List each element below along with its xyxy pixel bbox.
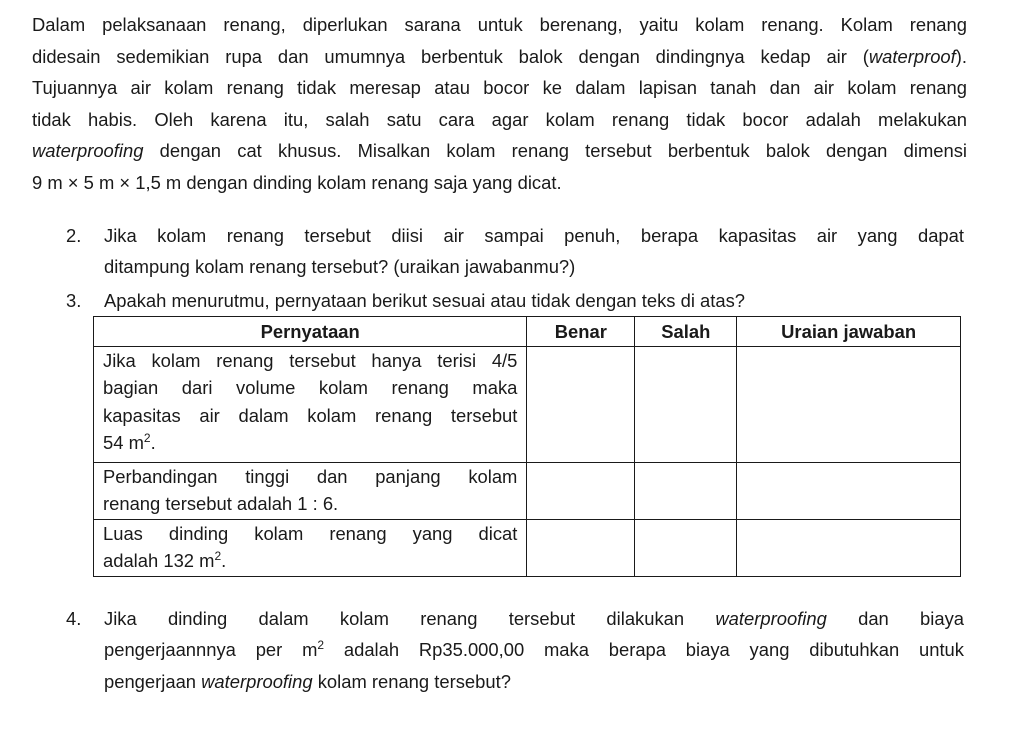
benar-answer-cell[interactable] [527, 463, 635, 520]
statement-table [93, 316, 961, 577]
question-4 [66, 603, 964, 697]
statement-cell: Perbandingan tinggi dan panjang kolam renang tersebut adalah 1 : 6. [94, 463, 527, 520]
table-row [94, 347, 961, 463]
italic-term: waterproofing [201, 670, 313, 692]
question-text: Apakah menurutmu, pernyataan berikut sesuai atau tidak dengan teks di atas? [104, 290, 746, 311]
italic-term: waterproofing [32, 140, 144, 162]
benar-answer-cell[interactable] [527, 520, 635, 577]
uraian-answer-cell[interactable] [737, 520, 961, 577]
salah-answer-cell[interactable] [635, 520, 737, 577]
intro-line: tidak habis. Oleh karena itu, salah satu cara agar kolam renang tidak bocor adalah melakukan [32, 108, 967, 130]
question-number: 2. [66, 225, 82, 246]
table-header-row [94, 317, 961, 347]
uraian-answer-cell[interactable] [737, 347, 961, 463]
header-benar: Benar [527, 317, 635, 347]
intro-line: Dalam pelaksanaan renang, diperlukan sarana untuk berenang, yaitu kolam renang. Kolam renang [32, 14, 967, 35]
italic-term: waterproofing [715, 608, 827, 629]
question-text: Jika dinding dalam kolam renang tersebut dilakukan waterproofing dan biaya pengerjaannnya per $m^2$ adalah Rp35.000,00 maka berapa biaya yang dibutuhkan untuk pengerjaan waterproofing kolam renang tersebut? [104, 608, 964, 692]
benar-answer-cell[interactable] [527, 347, 635, 463]
intro-line: waterproofing dengan cat khusus. Misalkan kolam renang tersebut berbentuk balok dengan dimensi [32, 140, 967, 162]
question-number: 3. [66, 290, 82, 311]
intro-line: Tujuannya air kolam renang tidak meresap atau bocor ke dalam lapisan tanah dan air kolam renang [32, 77, 967, 99]
table-row [94, 520, 961, 577]
intro-line: 9 m × 5 m × 1,5 m dengan dinding kolam renang saja yang dicat. [32, 171, 562, 193]
statement-cell: Luas dinding kolam renang yang dicat adalah 132 $m^2$. [94, 520, 527, 577]
intro-line: didesain sedemikian rupa dan umumnya berbentuk balok dengan dindingnya kedap air (waterproof). [32, 45, 967, 67]
salah-answer-cell[interactable] [635, 463, 737, 520]
header-pernyataan: Pernyataan [94, 317, 527, 347]
header-uraian: Uraian jawaban [737, 317, 961, 347]
table-row [94, 463, 961, 520]
header-salah: Salah [635, 317, 737, 347]
italic-term: waterproof [868, 45, 956, 67]
question-3 [66, 285, 964, 316]
intro-paragraph [32, 9, 967, 199]
question-number: 4. [66, 608, 82, 629]
question-text: Jika kolam renang tersebut diisi air sampai penuh, berapa kapasitas air yang dapat ditampung kolam renang tersebut? (uraikan jawabanmu?) [104, 225, 964, 278]
statement-cell: Jika kolam renang tersebut hanya terisi 4/5 bagian dari volume kolam renang maka kapasitas air dalam kolam renang tersebut 54 $m^2$. [94, 347, 527, 463]
uraian-answer-cell[interactable] [737, 463, 961, 520]
salah-answer-cell[interactable] [635, 347, 737, 463]
question-2 [66, 220, 964, 283]
